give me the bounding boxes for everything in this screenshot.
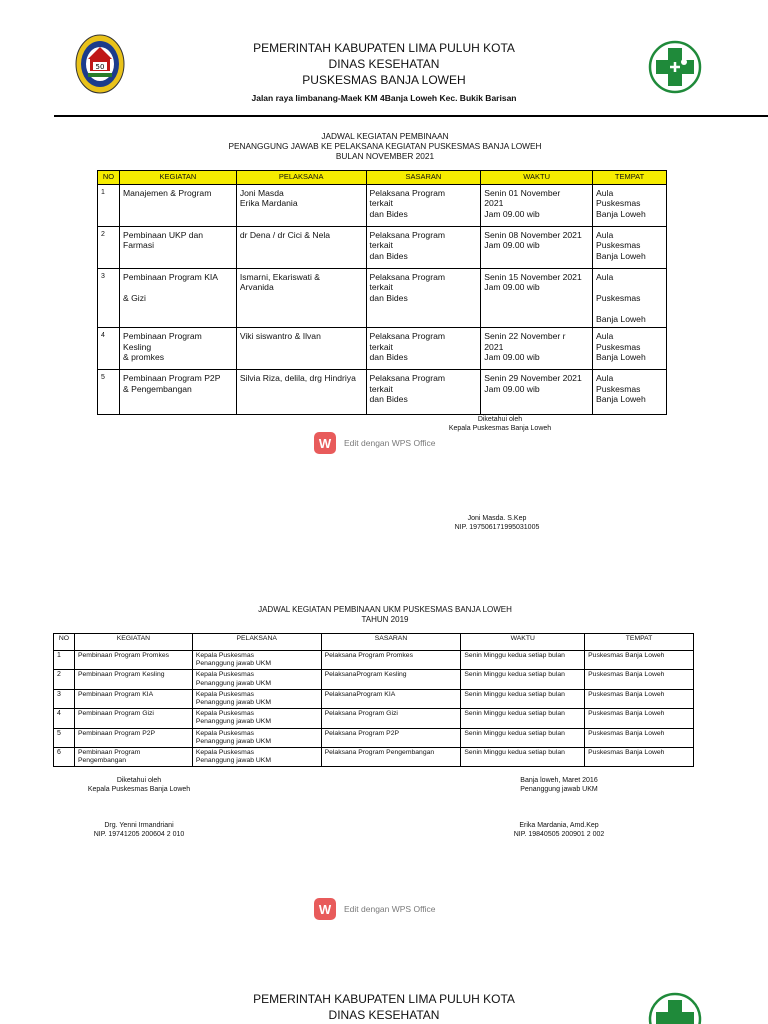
cell-waktu: Senin 08 November 2021 Jam 09.00 wib	[481, 226, 593, 268]
cell-tempat: Aula Puskesmas Banja Loweh	[593, 268, 667, 328]
section1-title-2: PENANGGUNG JAWAB KE PELAKSANA KEGIATAN PUSKESMAS BANJA LOWEH	[228, 141, 542, 151]
regency-logo	[74, 33, 126, 95]
cell-tempat: Puskesmas Banja Loweh	[585, 670, 694, 689]
col-header-kegiatan: KEGIATAN	[119, 171, 236, 185]
cell-tempat: Aula Puskesmas Banja Loweh	[593, 328, 667, 370]
cell-tempat: Aula Puskesmas Banja Loweh	[593, 184, 667, 226]
cell-waktu: Senin 22 November r 2021 Jam 09.00 wib	[481, 328, 593, 370]
table-row	[54, 651, 694, 670]
cell-pelaksana: Viki siswantro & Ilvan	[236, 328, 366, 370]
sign2-place-date: Banja loweh, Maret 2016	[520, 777, 598, 784]
cell-kegiatan: Pembinaan Program Promkes	[74, 651, 192, 670]
cell-sasaran: Pelaksana Program terkait dan Bides	[366, 268, 481, 328]
table-row	[54, 748, 694, 767]
col-header-sasaran: SASARAN	[321, 634, 461, 651]
cell-no: 2	[98, 226, 120, 268]
cell-sasaran: PelaksanaProgram Kesling	[321, 670, 461, 689]
cell-waktu: Senin Minggu kedua setiap bulan	[461, 689, 585, 708]
health-cross-logo	[648, 992, 702, 1024]
cell-waktu: Senin Minggu kedua setiap bulan	[461, 748, 585, 767]
cell-sasaran: PelaksanaProgram KIA	[321, 689, 461, 708]
table-row	[98, 370, 667, 415]
health-cross-logo	[648, 40, 702, 94]
sign2-left-role: Kepala Puskesmas Banja Loweh	[87, 786, 191, 793]
cell-kegiatan: Pembinaan UKP dan Farmasi	[119, 226, 236, 268]
cell-pelaksana: Kepala Puskesmas Penanggung jawab UKM	[192, 651, 321, 670]
cell-sasaran: Pelaksana Program terkait dan Bides	[366, 184, 481, 226]
section2-title-2: TAHUN 2019	[361, 614, 409, 624]
wps-logo-icon: W	[314, 432, 336, 454]
cell-sasaran: Pelaksana Program terkait dan Bides	[366, 370, 481, 415]
table-header-row	[98, 171, 667, 185]
cell-waktu: Senin Minggu kedua setiap bulan	[461, 709, 585, 728]
col-header-no: NO	[98, 171, 120, 185]
cell-waktu: Senin Minggu kedua setiap bulan	[461, 670, 585, 689]
cell-kegiatan: Manajemen & Program	[119, 184, 236, 226]
schedule-table-november	[97, 170, 667, 415]
cell-kegiatan: Pembinaan Program P2P	[74, 728, 192, 747]
wps-edit-label: Edit dengan WPS Office	[344, 904, 436, 914]
cell-no: 3	[54, 689, 75, 708]
header-line-3: PUSKESMAS BANJA LOWEH	[302, 73, 466, 87]
cell-no: 2	[54, 670, 75, 689]
schedule-table-ukm	[53, 633, 694, 767]
cell-pelaksana: Kepala Puskesmas Penanggung jawab UKM	[192, 709, 321, 728]
cell-pelaksana: Kepala Puskesmas Penanggung jawab UKM	[192, 670, 321, 689]
cell-tempat: Aula Puskesmas Banja Loweh	[593, 226, 667, 268]
cell-kegiatan: Pembinaan Program KIA & Gizi	[119, 268, 236, 328]
sign2-left-name: Drg. Yenni Irmandriani	[104, 822, 174, 829]
cell-kegiatan: Pembinaan Program Gizi	[74, 709, 192, 728]
cell-pelaksana: Kepala Puskesmas Penanggung jawab UKM	[192, 748, 321, 767]
cell-pelaksana: dr Dena / dr Cici & Nela	[236, 226, 366, 268]
table-row	[98, 226, 667, 268]
footer-header-line-1: PEMERINTAH KABUPATEN LIMA PULUH KOTA	[253, 992, 515, 1006]
col-header-sasaran: SASARAN	[366, 171, 481, 185]
cell-tempat: Puskesmas Banja Loweh	[585, 748, 694, 767]
cell-tempat: Puskesmas Banja Loweh	[585, 651, 694, 670]
table-row	[54, 689, 694, 708]
col-header-kegiatan: KEGIATAN	[74, 634, 192, 651]
col-header-no: NO	[54, 634, 75, 651]
cell-sasaran: Pelaksana Program P2P	[321, 728, 461, 747]
cell-pelaksana: Silvia Riza, delila, drg Hindriya	[236, 370, 366, 415]
svg-text:50: 50	[95, 63, 105, 71]
cell-tempat: Puskesmas Banja Loweh	[585, 689, 694, 708]
cell-tempat: Puskesmas Banja Loweh	[585, 709, 694, 728]
cell-tempat: Puskesmas Banja Loweh	[585, 728, 694, 747]
cell-no: 5	[54, 728, 75, 747]
wps-edit-link-1[interactable]	[314, 432, 436, 454]
col-header-pelaksana: PELAKSANA	[236, 171, 366, 185]
cell-sasaran: Pelaksana Program Pengembangan	[321, 748, 461, 767]
col-header-waktu: WAKTU	[481, 171, 593, 185]
cell-no: 5	[98, 370, 120, 415]
cell-waktu: Senin 29 November 2021 Jam 09.00 wib	[481, 370, 593, 415]
section2-title-1: JADWAL KEGIATAN PEMBINAAN UKM PUSKESMAS BANJA LOWEH	[258, 605, 512, 614]
col-header-tempat: TEMPAT	[585, 634, 694, 651]
sign2-left-nip: NIP. 19741205 200604 2 010	[93, 831, 185, 838]
cell-waktu: Senin 15 November 2021 Jam 09.00 wib	[481, 268, 593, 328]
table-header-row	[54, 634, 694, 651]
cell-pelaksana: Kepala Puskesmas Penanggung jawab UKM	[192, 728, 321, 747]
footer-header-line-2: DINAS KESEHATAN	[328, 1008, 440, 1022]
header-line-1: PEMERINTAH KABUPATEN LIMA PULUH KOTA	[253, 41, 515, 55]
sign1-known-by: Diketahui oleh	[477, 416, 523, 423]
cell-kegiatan: Pembinaan Program Kesling	[74, 670, 192, 689]
sign1-name: Joni Masda. S.Kep	[467, 515, 527, 522]
section1-title-3: BULAN NOVEMBER 2021	[335, 151, 435, 161]
cell-kegiatan: Pembinaan Program P2P & Pengembangan	[119, 370, 236, 415]
table-row	[54, 670, 694, 689]
sign1-nip: NIP. 197506171995031005	[454, 524, 540, 531]
col-header-waktu: WAKTU	[461, 634, 585, 651]
cell-waktu: Senin 01 November 2021 Jam 09.00 wib	[481, 184, 593, 226]
table-row	[98, 328, 667, 370]
cell-pelaksana: Ismarni, Ekariswati & Arvanida	[236, 268, 366, 328]
table-row	[54, 709, 694, 728]
sign2-known-by: Diketahui oleh	[116, 777, 162, 784]
cell-sasaran: Pelaksana Program Promkes	[321, 651, 461, 670]
cell-pelaksana: Joni Masda Erika Mardania	[236, 184, 366, 226]
cell-sasaran: Pelaksana Program terkait dan Bides	[366, 226, 481, 268]
cell-waktu: Senin Minggu kedua setiap bulan	[461, 728, 585, 747]
cell-no: 1	[54, 651, 75, 670]
cell-kegiatan: Pembinaan Program KIA	[74, 689, 192, 708]
col-header-tempat: TEMPAT	[593, 171, 667, 185]
cell-no: 6	[54, 748, 75, 767]
cell-sasaran: Pelaksana Program Gizi	[321, 709, 461, 728]
cell-sasaran: Pelaksana Program terkait dan Bides	[366, 328, 481, 370]
cell-no: 4	[54, 709, 75, 728]
table-row	[54, 728, 694, 747]
table-row	[98, 268, 667, 328]
header-address: Jalan raya limbanang-Maek KM 4Banja Loweh Kec. Bukik Barisan	[251, 93, 517, 103]
cell-kegiatan: Pembinaan Program Kesling & promkes	[119, 328, 236, 370]
wps-edit-label: Edit dengan WPS Office	[344, 438, 436, 448]
sign2-right-nip: NIP. 19840505 200901 2 002	[513, 831, 605, 838]
wps-logo-icon: W	[314, 898, 336, 920]
sign1-role: Kepala Puskesmas Banja Loweh	[448, 425, 552, 432]
header-divider	[54, 115, 768, 117]
sign2-right-name: Erika Mardania, Amd.Kep	[519, 822, 599, 829]
cell-tempat: Aula Puskesmas Banja Loweh	[593, 370, 667, 415]
cell-pelaksana: Kepala Puskesmas Penanggung jawab UKM	[192, 689, 321, 708]
wps-edit-link-2[interactable]	[314, 898, 436, 920]
cell-waktu: Senin Minggu kedua setiap bulan	[461, 651, 585, 670]
cell-no: 4	[98, 328, 120, 370]
cell-kegiatan: Pembinaan Program Pengembangan	[74, 748, 192, 767]
sign2-right-role: Penanggung jawab UKM	[520, 786, 598, 793]
table-row	[98, 184, 667, 226]
cell-no: 1	[98, 184, 120, 226]
col-header-pelaksana: PELAKSANA	[192, 634, 321, 651]
cell-no: 3	[98, 268, 120, 328]
section1-title-1: JADWAL KEGIATAN PEMBINAAN	[321, 131, 449, 141]
header-line-2: DINAS KESEHATAN	[328, 57, 440, 71]
